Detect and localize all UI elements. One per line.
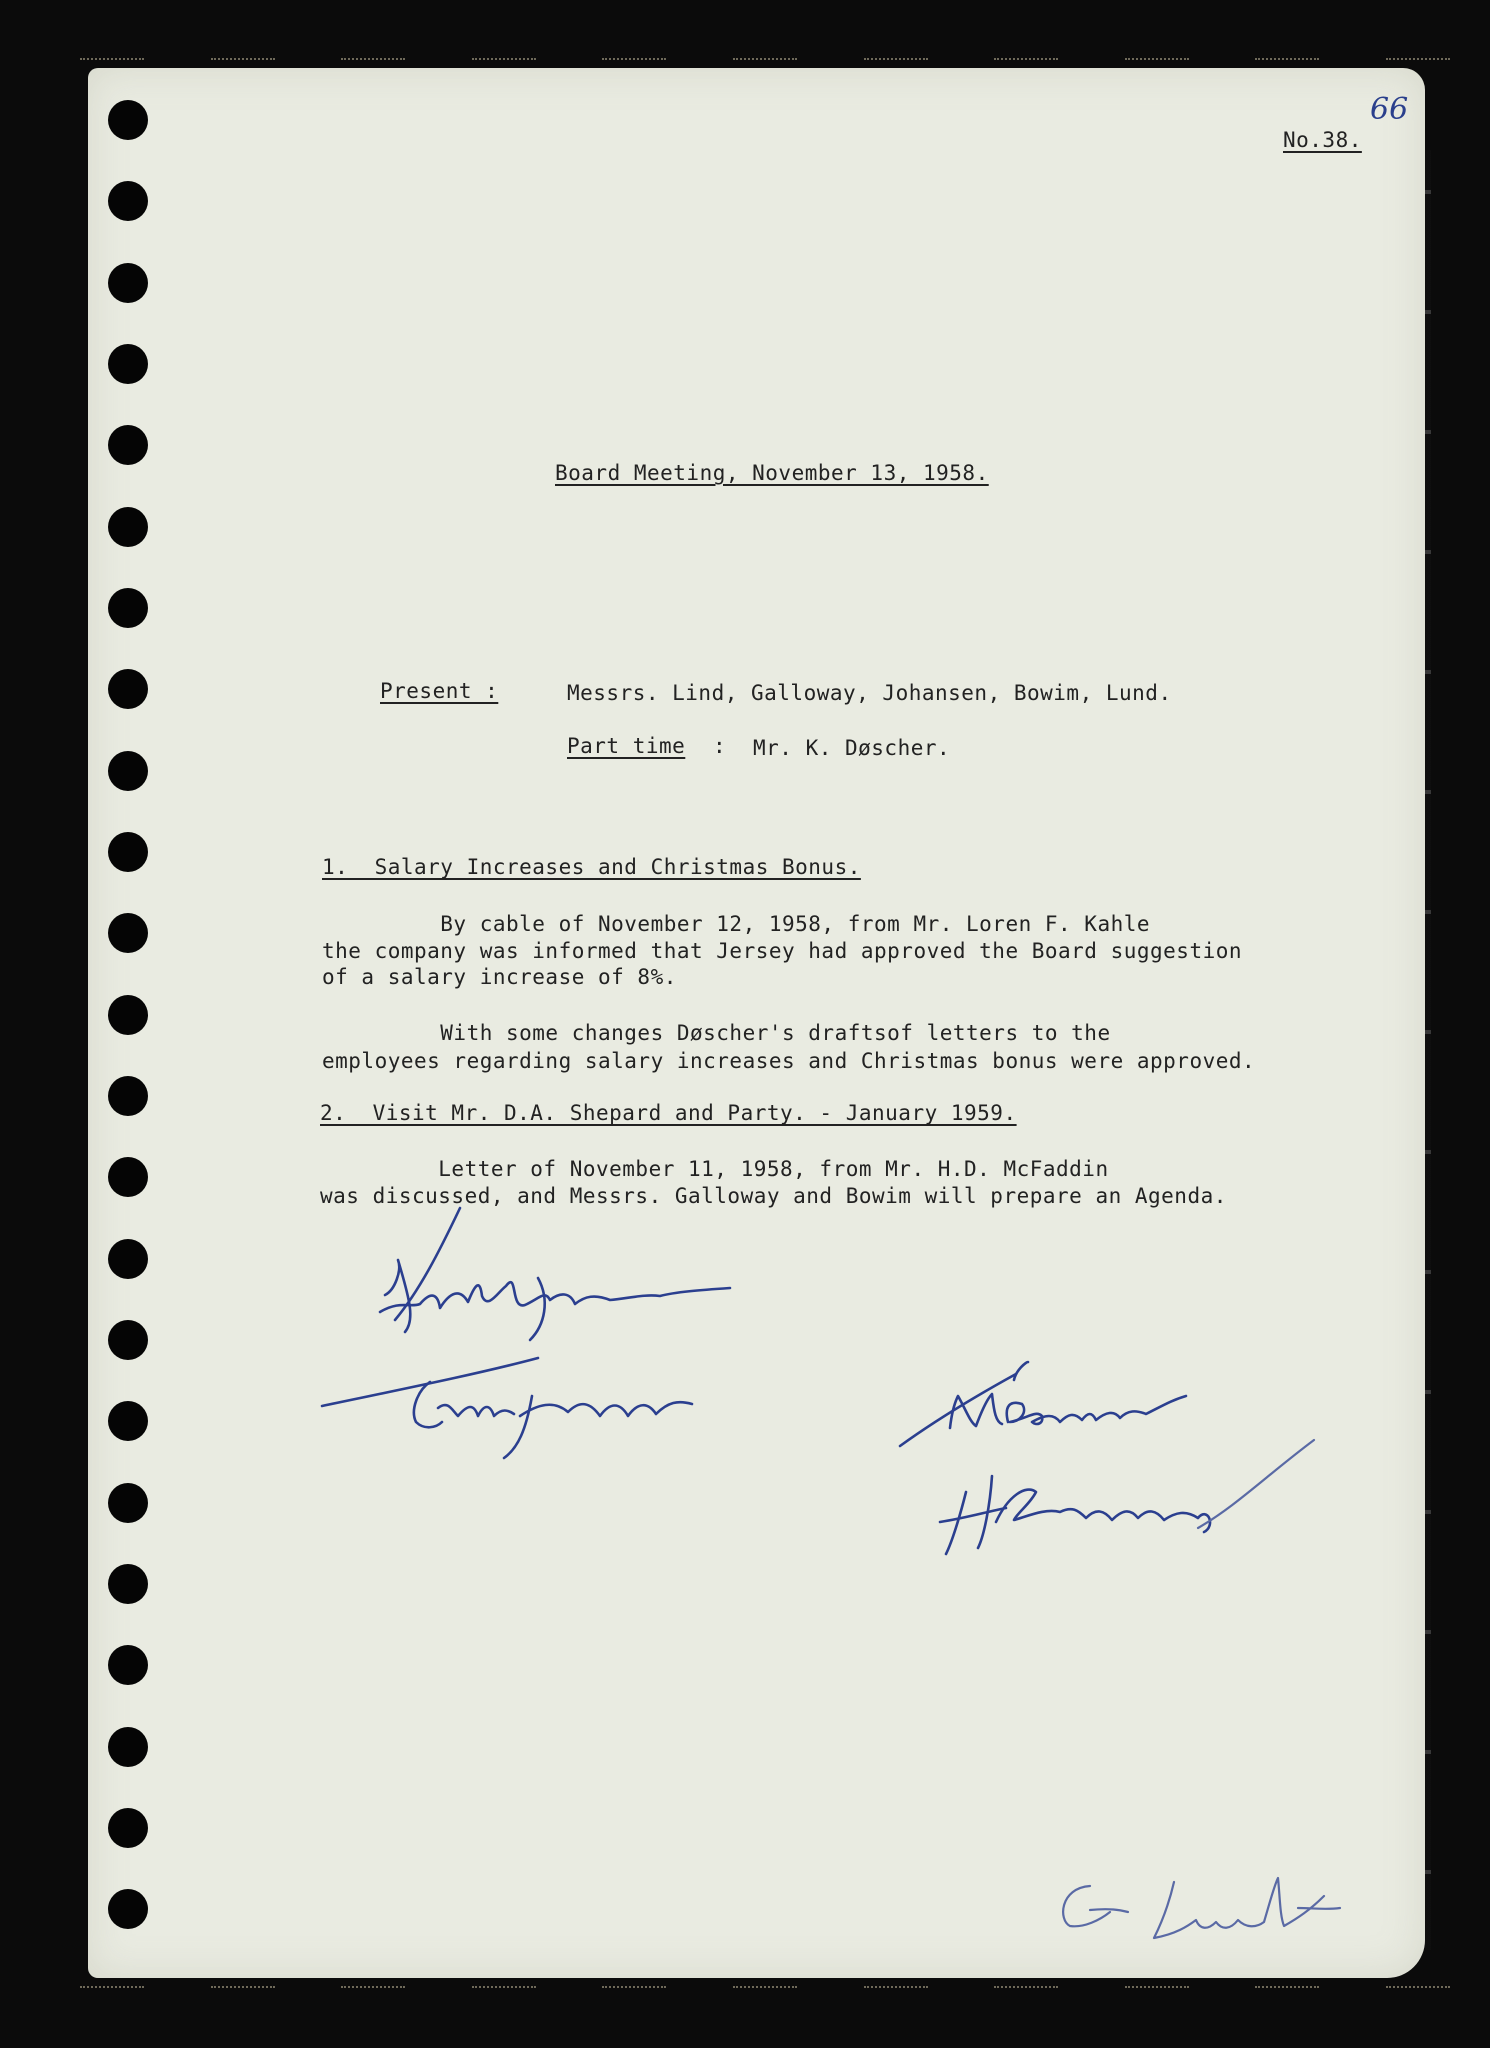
binder-hole — [108, 425, 148, 465]
binder-hole — [108, 344, 148, 384]
binder-hole — [108, 832, 148, 872]
part-time-names: Mr. K. Døscher. — [753, 736, 951, 760]
scan-right-edge — [1425, 150, 1431, 1950]
item-1-para-1-line-1: By cable of November 12, 1958, from Mr. Loren F. Kahle — [322, 912, 1151, 936]
part-time-label: Part time — [567, 734, 686, 758]
document-number: No.38. — [1283, 128, 1362, 152]
signature-lund — [1050, 1868, 1370, 1958]
binder-hole — [108, 1564, 148, 1604]
binder-hole — [108, 100, 148, 140]
binder-hole — [108, 1483, 148, 1523]
present-names: Messrs. Lind, Galloway, Johansen, Bowim, Lund. — [567, 681, 1172, 705]
item-2-para-1-line-2: was discussed, and Messrs. Galloway and Bowim will prepare an Agenda. — [320, 1184, 1227, 1208]
signature-bowim — [896, 1340, 1216, 1450]
binder-hole — [108, 913, 148, 953]
signature-lind — [320, 1200, 840, 1350]
bottom-edge-marks — [80, 1986, 1450, 1992]
binder-hole — [108, 1320, 148, 1360]
binder-hole — [108, 1401, 148, 1441]
binder-hole — [108, 1157, 148, 1197]
binder-hole — [108, 751, 148, 791]
binder-hole — [108, 1727, 148, 1767]
page-title: Board Meeting, November 13, 1958. — [555, 461, 989, 485]
binder-hole — [108, 181, 148, 221]
item-1-para-1-line-3: of a salary increase of 8%. — [322, 965, 677, 989]
top-edge-marks — [80, 58, 1450, 64]
signature-einar-johansen — [318, 1330, 758, 1480]
item-2-heading: 2. Visit Mr. D.A. Shepard and Party. - January 1959. — [320, 1101, 1017, 1125]
item-1-heading: 1. Salary Increases and Christmas Bonus. — [322, 855, 861, 879]
item-1-para-2-line-1: With some changes Døscher's draftsof letters to the — [322, 1021, 1111, 1045]
binder-hole — [108, 588, 148, 628]
signature-galloway — [936, 1436, 1336, 1566]
binder-hole — [108, 507, 148, 547]
binder-hole — [108, 669, 148, 709]
handwritten-page-number: 66 — [1370, 92, 1409, 127]
binder-hole — [108, 1808, 148, 1848]
binder-hole — [108, 1889, 148, 1929]
binder-hole — [108, 263, 148, 303]
present-label: Present : — [380, 679, 499, 703]
item-1-para-2-line-2: employees regarding salary increases and Christmas bonus were approved. — [322, 1049, 1256, 1073]
binder-hole — [108, 995, 148, 1035]
part-time-separator: : — [713, 734, 727, 758]
item-2-para-1-line-1: Letter of November 11, 1958, from Mr. H.D. McFaddin — [320, 1157, 1109, 1181]
item-1-para-1-line-2: the company was informed that Jersey had approved the Board suggestion — [322, 939, 1243, 963]
binder-hole — [108, 1645, 148, 1685]
binder-hole — [108, 1076, 148, 1116]
binder-hole — [108, 1239, 148, 1279]
